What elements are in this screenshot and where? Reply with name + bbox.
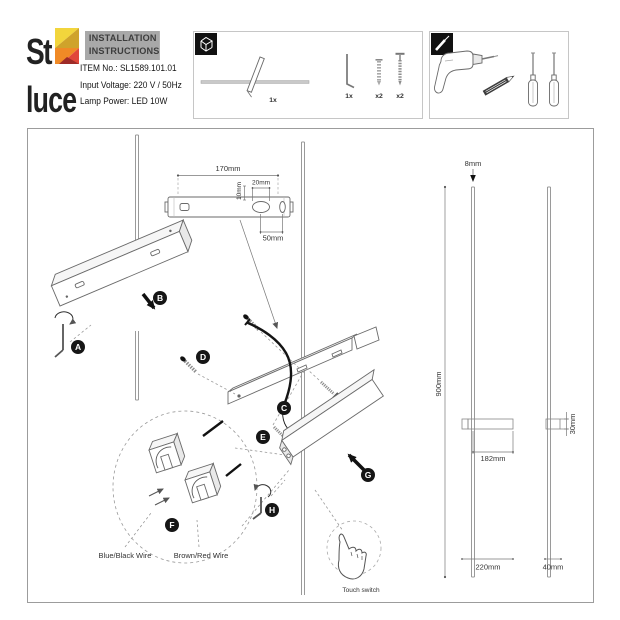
step-badge-a <box>71 340 85 354</box>
touch-switch-label: Touch switch <box>342 587 380 594</box>
svg-text:G: G <box>364 470 372 480</box>
item-info <box>80 61 182 111</box>
logo-triangles <box>55 28 79 64</box>
pencil-icon <box>483 74 515 95</box>
svg-text:B: B <box>156 293 164 303</box>
step-badge-g <box>361 468 375 482</box>
package-icon <box>195 33 217 55</box>
step-badge-b <box>153 291 167 305</box>
item-number: ITEM No.: SL1589.101.01 <box>80 63 177 74</box>
svg-text:D: D <box>199 352 207 362</box>
mounting-plate-top-view <box>165 197 293 217</box>
step-badge-c <box>277 401 291 415</box>
svg-text:A: A <box>74 342 82 352</box>
dimension-view-side <box>543 187 577 577</box>
dim-body-length: 220mm <box>475 562 501 572</box>
screwdriver-icon <box>550 53 559 106</box>
step-badge-d <box>196 350 210 364</box>
drill-icon <box>434 51 498 93</box>
blue-black-wire-label: Blue/Black Wire <box>98 551 152 560</box>
dim-fixture-height: 900mm <box>434 371 443 397</box>
screw <box>307 369 338 398</box>
terminal-block <box>147 433 187 472</box>
step-badge-e <box>256 430 270 444</box>
terminal-block <box>183 463 223 502</box>
screwdriver-icon <box>529 53 538 106</box>
plate-dimensions <box>177 164 284 328</box>
step-b-arrow <box>143 294 154 308</box>
step-g-arrow <box>349 455 364 470</box>
title-line-1: INSTALLATION <box>88 33 157 44</box>
screw-qty-label: x2 <box>396 93 404 100</box>
dim-body-depth: 40mm <box>542 562 564 572</box>
title-line-2: INSTRUCTIONS <box>88 46 160 57</box>
main-diagram <box>27 128 592 601</box>
hex-key-part <box>345 54 354 100</box>
logo-text-bottom: luce <box>26 79 77 120</box>
dim-body-from-center: 182mm <box>480 454 506 463</box>
dim-slot-offset: 50mm <box>262 233 284 243</box>
fixture-qty-label: 1x <box>269 97 277 104</box>
touch-hand <box>327 521 381 579</box>
dimension-view-front <box>434 159 514 578</box>
wall-anchor-part <box>375 60 383 100</box>
touch-leader <box>315 490 343 531</box>
hex-key-qty-label: 1x <box>345 93 353 100</box>
anchor-qty-label: x2 <box>375 93 383 100</box>
tools-icon <box>431 33 453 55</box>
lamp-power: Lamp Power: LED 10W <box>80 96 168 107</box>
dim-slot-width: 20mm <box>251 179 271 187</box>
svg-text:E: E <box>260 432 266 442</box>
input-voltage: Input Voltage: 220 V / 50Hz <box>80 79 182 91</box>
brown-red-wire-label: Brown/Red Wire <box>173 551 229 560</box>
dim-rod-diameter: 8mm <box>464 159 482 168</box>
instructions-title <box>85 31 160 60</box>
step-badge-h <box>265 503 279 517</box>
st-luce-logo <box>26 24 82 122</box>
dim-slot-height: 10mm <box>236 181 243 200</box>
step-badge-f <box>165 518 179 532</box>
wall-anchor <box>242 313 299 368</box>
svg-text:H: H <box>268 505 276 515</box>
dim-body-height: 30mm <box>568 413 577 435</box>
lamp-with-bracket <box>201 57 309 104</box>
dim-plate-width: 170mm <box>215 164 241 173</box>
package-contents-drawing <box>193 31 421 117</box>
tools-needed-drawing <box>429 31 567 117</box>
screw-part <box>396 54 405 100</box>
svg-text:C: C <box>280 403 288 413</box>
svg-text:F: F <box>169 520 175 530</box>
lamp-housing-3d <box>48 220 195 306</box>
logo-text-top: St <box>26 31 51 72</box>
